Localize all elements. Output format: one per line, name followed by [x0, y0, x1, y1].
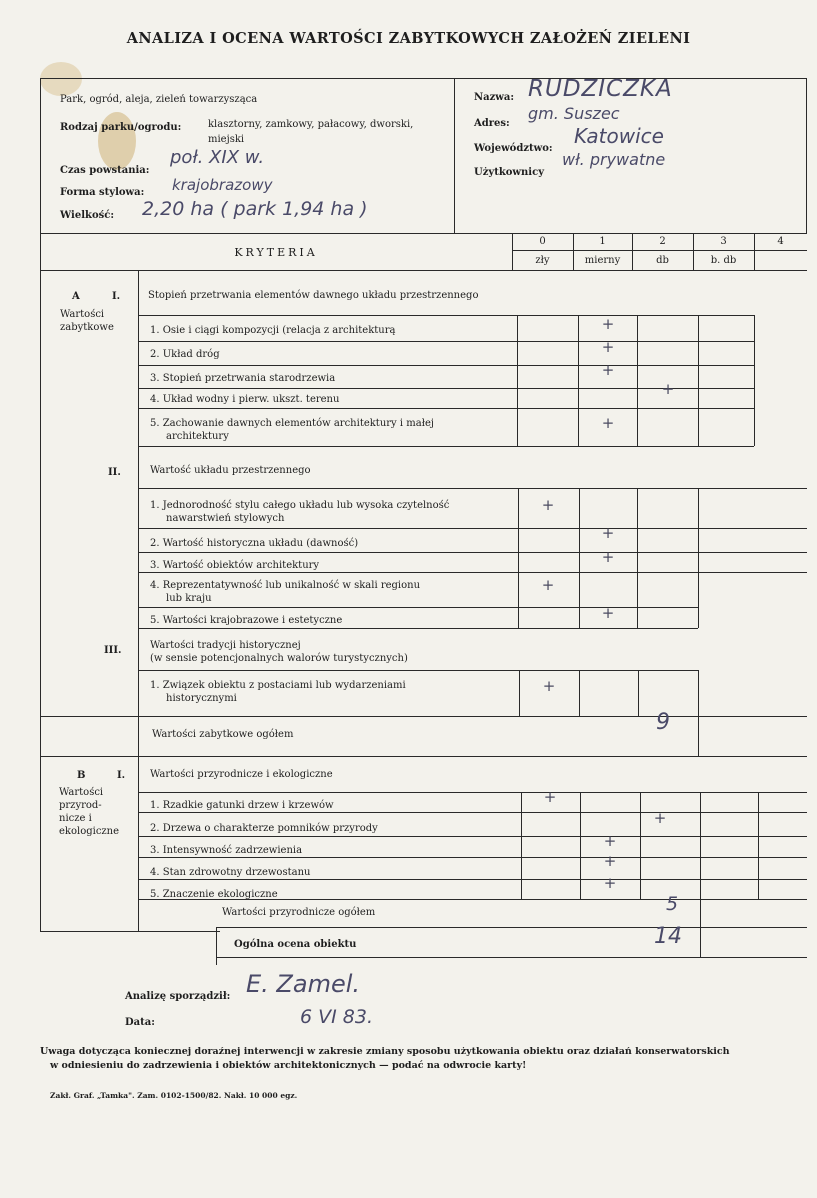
score-mark: +: [601, 361, 615, 379]
score-mark: +: [601, 524, 615, 542]
section-a-name-2: zabytkowe: [60, 322, 114, 333]
criterion-row-continued: nawarstwień stylowych: [166, 513, 285, 524]
rodzaj-options: klasztorny, zamkowy, pałacowy, dworski,: [208, 119, 414, 130]
sporzadzil-signature: E. Zamel.: [246, 970, 361, 998]
criterion-row: 5. Zachowanie dawnych elementów architektury i małej: [150, 418, 434, 429]
score-label-1: mierny: [584, 255, 621, 266]
criterion-row: 4. Układ wodny i pierw. ukszt. terenu: [150, 394, 340, 405]
score-mark: +: [542, 677, 556, 695]
score-mark: +: [601, 414, 615, 432]
section-b-name-4: ekologiczne: [59, 826, 120, 837]
score-label-0: zły: [535, 255, 550, 266]
adres-value: gm. Suszec: [528, 104, 620, 123]
a-total-value: 9: [656, 710, 670, 735]
section-b-name: Wartości: [59, 787, 104, 798]
criterion-row: 2. Wartość historyczna układu (dawność): [150, 538, 359, 549]
score-3: 3: [720, 236, 727, 247]
score-mark: +: [603, 832, 617, 850]
score-mark: +: [601, 604, 615, 622]
wielkosc-label: Wielkość:: [60, 210, 115, 221]
section-a-roman: I.: [112, 291, 121, 302]
overall-label: Ogólna ocena obiektu: [234, 939, 357, 950]
czas-label: Czas powstania:: [60, 165, 150, 176]
criterion-row: 1. Jednorodność stylu całego układu lub wysoka czytelność: [150, 500, 450, 511]
score-mark: +: [541, 576, 555, 594]
intervention-note-2: w odniesieniu do zadrzewienia i obiektów architektonicznych — podać na odwrocie karty!: [50, 1060, 527, 1071]
kryteria-header: KRYTERIA: [234, 246, 318, 259]
criterion-row: 1. Związek obiektu z postaciami lub wydarzeniami: [150, 680, 406, 691]
page-title: ANALIZA I OCENA WARTOŚCI ZABYTKOWYCH ZAŁOŻEŃ ZIELENI: [126, 30, 691, 47]
section-b-name-2: przyrod-: [59, 800, 102, 811]
paper-stain: [40, 62, 82, 96]
criterion-row: 3. Wartość obiektów architektury: [150, 560, 320, 571]
criterion-row-continued: architektury: [166, 431, 229, 442]
score-mark: +: [541, 496, 555, 514]
score-label-2: db: [656, 255, 669, 266]
criterion-row-continued: lub kraju: [166, 593, 212, 604]
forma-label: Forma stylowa:: [60, 187, 145, 198]
rodzaj-label: Rodzaj parku/ogrodu:: [60, 122, 182, 133]
adres-label: Adres:: [474, 118, 510, 129]
b-total-value: 5: [666, 893, 679, 915]
overall-value: 14: [654, 924, 682, 949]
criterion-row: 3. Intensywność zadrzewienia: [150, 845, 303, 856]
criterion-row: 1. Rzadkie gatunki drzew i krzewów: [150, 800, 334, 811]
criterion-row-continued: historycznymi: [166, 693, 237, 704]
section-b-name-3: nicze i: [59, 813, 92, 824]
park-types: Park, ogród, aleja, zieleń towarzysząca: [60, 94, 258, 105]
score-1: 1: [599, 236, 606, 247]
nazwa-label: Nazwa:: [474, 92, 515, 103]
section-a-name: Wartości: [60, 309, 105, 320]
a-i-title: Stopień przetrwania elementów dawnego układu przestrzennego: [148, 290, 479, 301]
a-iii-title: Wartości tradycji historycznej: [150, 640, 301, 651]
b-total-label: Wartości przyrodnicze ogółem: [222, 907, 376, 918]
a-total-label: Wartości zabytkowe ogółem: [152, 729, 294, 740]
criterion-row: 3. Stopień przetrwania starodrzewia: [150, 373, 336, 384]
wojewodztwo-value: Katowice: [574, 124, 664, 148]
rodzaj-options-2: miejski: [208, 134, 245, 145]
paper-stain: [98, 112, 136, 170]
uzytkownicy-value: wł. prywatne: [562, 150, 666, 169]
section-a-iii-roman: III.: [104, 645, 122, 656]
score-mark: +: [543, 788, 557, 806]
section-b-roman: I.: [117, 770, 126, 781]
sporzadzil-label: Analizę sporządził:: [125, 991, 231, 1002]
uzytkownicy-label: Użytkownicy: [474, 167, 545, 178]
criterion-row: 4. Reprezentatywność lub unikalność w skali regionu: [150, 580, 421, 591]
a-iii-subtitle: (w sensie potencjonalnych walorów turystycznych): [150, 653, 408, 664]
score-mark: +: [603, 874, 617, 892]
b-i-title: Wartości przyrodnicze i ekologiczne: [150, 769, 333, 780]
nazwa-value: RUDZICZKA: [528, 76, 673, 102]
print-info: Zakł. Graf. „Tamka". Zam. 0102-1500/82. Nakł. 10 000 egz.: [50, 1091, 298, 1100]
score-4: 4: [777, 236, 784, 247]
data-label: Data:: [125, 1017, 155, 1028]
section-b-letter: B: [77, 770, 86, 781]
criterion-row: 1. Osie i ciągi kompozycji (relacja z architekturą: [150, 325, 396, 336]
score-2: 2: [659, 236, 666, 247]
criterion-row: 5. Znaczenie ekologiczne: [150, 889, 278, 900]
score-mark: +: [601, 338, 615, 356]
score-0: 0: [539, 236, 546, 247]
data-value: 6 VI 83.: [300, 1006, 373, 1028]
score-mark: +: [601, 315, 615, 333]
wielkosc-value: 2,20 ha ( park 1,94 ha ): [142, 198, 368, 220]
score-mark: +: [661, 380, 675, 398]
criterion-row: 2. Układ dróg: [150, 349, 220, 360]
forma-value: krajobrazowy: [172, 176, 273, 194]
criterion-row: 4. Stan zdrowotny drzewostanu: [150, 867, 311, 878]
score-mark: +: [601, 548, 615, 566]
criterion-row: 5. Wartości krajobrazowe i estetyczne: [150, 615, 343, 626]
criterion-row: 2. Drzewa o charakterze pomników przyrody: [150, 823, 378, 834]
czas-value: poł. XIX w.: [170, 147, 265, 168]
wojewodztwo-label: Województwo:: [474, 143, 553, 154]
section-a-ii-roman: II.: [108, 467, 121, 478]
score-mark: +: [603, 852, 617, 870]
intervention-note: Uwaga dotycząca koniecznej doraźnej interwencji w zakresie zmiany sposobu użytkowania obiektu oraz działań konserwatorskich: [40, 1046, 730, 1057]
score-mark: +: [653, 809, 667, 827]
section-a-letter: A: [72, 291, 80, 302]
score-label-3: b. db: [710, 255, 737, 266]
a-ii-title: Wartość układu przestrzennego: [150, 465, 311, 476]
